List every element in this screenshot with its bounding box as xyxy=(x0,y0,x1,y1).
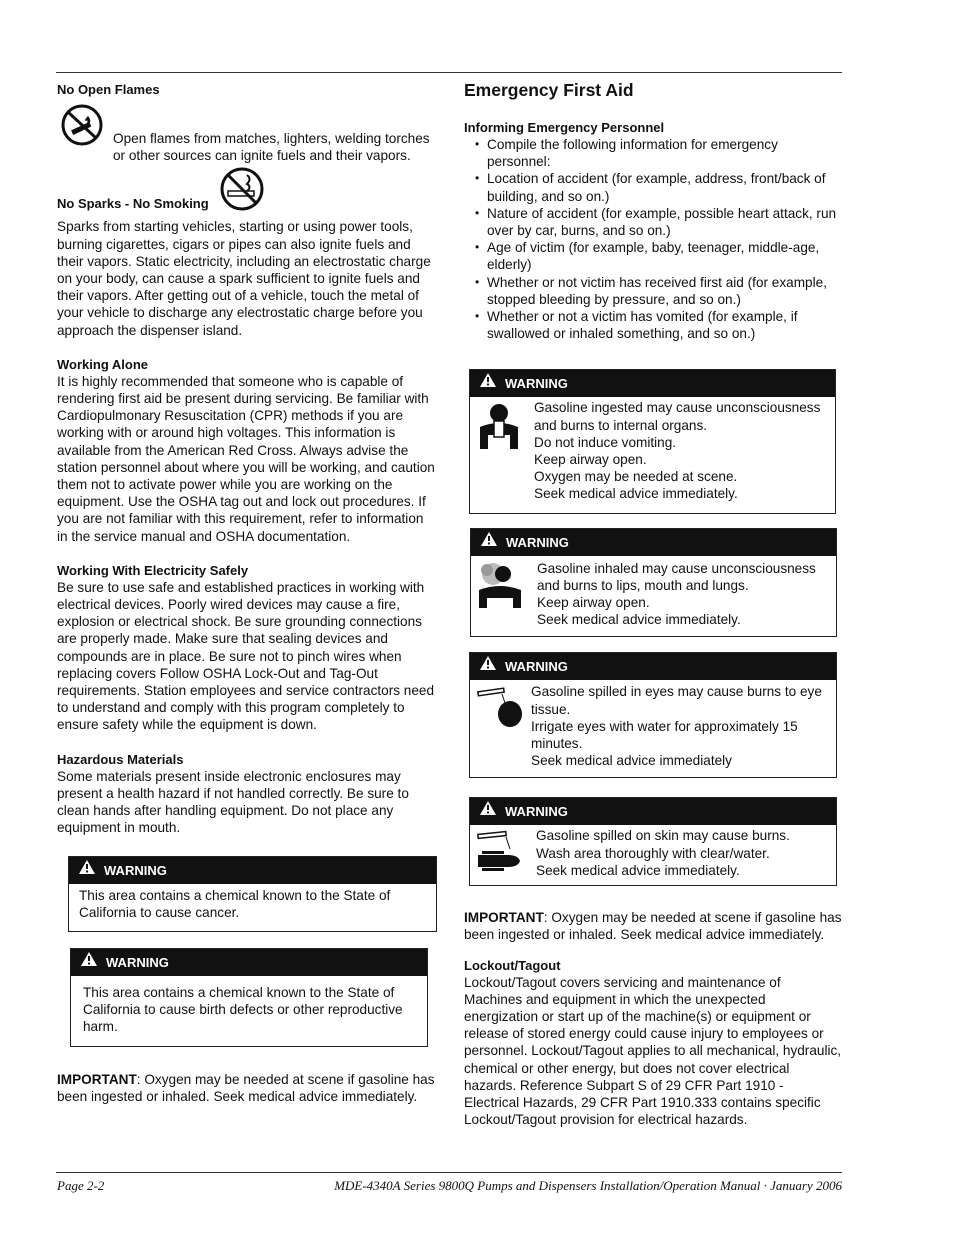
warning-line: Seek medical advice immediately. xyxy=(534,486,738,502)
eye-splash-warning-text xyxy=(528,680,836,777)
warning-line: Gasoline spilled on skin may cause burns. xyxy=(536,828,790,844)
warning-line: Oxygen may be needed at scene. xyxy=(534,469,738,485)
electricity-text: Be sure to use safe and established practices in working with electrical devices. Poorly wired devices may cause a fire, explosion or electrical shock. Be sure grounding connections are properly made. Make sure that sealing devices and compounds are in place. Be sure not to pinch wires when replacing covers Follow OSHA Lock-Out and Tag-Out requirements. Station employees and service contractors need to understand and comply with this program completely to ensure safety while the equipment is down. xyxy=(57,579,435,733)
hazardous-heading: Hazardous Materials xyxy=(57,751,184,767)
inhalation-icon xyxy=(471,556,529,610)
warning-header xyxy=(71,949,427,976)
important-label: IMPORTANT xyxy=(464,910,544,926)
eye-splash-warning-box xyxy=(469,652,837,778)
no-sparks-text: Sparks from starting vehicles, starting or using power tools, burning cigarettes, cigars or pipes can also ignite fuels and their vapors. Static electricity, including an electrostatic charge on your body, can cause a spark sufficient to ignite fuels and their vapors. After getting out of a vehicle, touch the metal of your vehicle to discharge any electrostatic charge before you approach the dispenser island. xyxy=(57,219,431,338)
list-item: • Compile the following information for emergency personnel: xyxy=(464,136,842,170)
warning-line: Gasoline inhaled may cause unconsciousness and burns to lips, mouth and lungs. xyxy=(537,560,816,593)
top-rule xyxy=(56,72,842,73)
ingestion-icon xyxy=(470,397,528,451)
ingestion-warning-text xyxy=(528,397,835,512)
left-important-note xyxy=(57,1071,435,1105)
no-sparks-heading: No Sparks - No Smoking xyxy=(57,196,209,212)
birth-defects-warning-box xyxy=(70,948,428,1047)
important-text: : Oxygen may be needed at scene if gasoline has been ingested or inhaled. Seek medical advice immediately. xyxy=(464,910,842,943)
warning-triangle-icon xyxy=(480,529,498,556)
important-text: : Oxygen may be needed at scene if gasoline has been ingested or inhaled. Seek medical advice immediately. xyxy=(57,1071,435,1104)
page-number: Page 2-2 xyxy=(57,1178,105,1193)
warning-line: Gasoline spilled in eyes may cause burns to eye tissue. xyxy=(531,684,822,717)
no-sparks-heading-row xyxy=(57,167,435,216)
warning-line: Seek medical advice immediately. xyxy=(536,862,740,878)
warning-line: Gasoline ingested may cause unconsciousness and burns to internal organs. xyxy=(534,400,821,433)
manual-title: MDE-4340A Series 9800Q Pumps and Dispensers Installation/Operation Manual · January 2006 xyxy=(334,1178,842,1193)
no-open-flames-section xyxy=(57,104,435,164)
eye-splash-icon xyxy=(470,680,528,728)
working-alone-text: It is highly recommended that someone who is capable of rendering first aid be present during servicing. Be familiar with Cardiopulmonary Resuscitation (CPR) methods if you are working with or around high voltages. This information is available from the American Red Cross. Always advise the station personnel about where you will be working, and caution them not to activate power while you are working on the equipment. Use the OSHA tag out and lock out procedures. If you are not familiar with this requirement, refer to information in the service manual and OSHA documentation. xyxy=(57,373,435,544)
list-item: • Location of accident (for example, address, front/back of building, and so on.) xyxy=(464,170,842,204)
skin-splash-warning-text xyxy=(528,825,798,885)
skin-splash-warning-box xyxy=(469,797,837,886)
list-item: • Age of victim (for example, baby, teenager, middle-age, elderly) xyxy=(464,239,842,273)
footer-rule xyxy=(56,1172,842,1173)
cancer-warning-text: This area contains a chemical known to the State of California to cause cancer. xyxy=(79,887,391,920)
warning-line: Seek medical advice immediately xyxy=(531,753,732,769)
working-alone-heading: Working Alone xyxy=(57,356,148,372)
warning-label: WARNING xyxy=(106,954,169,970)
lockout-text: Lockout/Tagout covers servicing and maintenance of Machines and equipment in which the unexpected energization or start up of the machine(s) or equipment or release of stored energy could cause injury to employees or personnel. Lockout/Tagout applies to all mechanical, hydraulic, chemical or other energy, but does not cover electrical hazards. Reference Subpart S of 29 CFR Part 1910 - Electrical Hazards, 29 CFR Part 1910.333 contains specific Lockout/Tagout provision for electrical hazards. xyxy=(464,974,842,1128)
warning-header xyxy=(470,653,836,680)
no-open-flames-text: Open flames from matches, lighters, welding torches or other sources can ignite fuels and their vapors. xyxy=(113,131,430,164)
warning-line: Irrigate eyes with water for approximately 15 minutes. xyxy=(531,718,798,752)
list-item: • Whether or not victim has received first aid (for example, stopped bleeding by pressure, and so on.) xyxy=(464,274,842,308)
birth-defects-warning-text: This area contains a chemical known to the State of California to cause birth defects or other reproductive harm. xyxy=(83,984,403,1035)
warning-line: Seek medical advice immediately. xyxy=(537,612,741,628)
warning-header xyxy=(470,370,835,397)
warning-label: WARNING xyxy=(505,376,568,392)
warning-line: Keep airway open. xyxy=(537,595,650,611)
warning-line: Wash area thoroughly with clear/water. xyxy=(536,845,770,861)
warning-line: Keep airway open. xyxy=(534,452,647,468)
right-column xyxy=(464,80,842,1128)
warning-header xyxy=(470,798,836,825)
informing-list xyxy=(464,136,842,342)
list-item: • Whether or not a victim has vomited (for example, if swallowed or inhaled something, and so on.) xyxy=(464,308,842,342)
ingestion-warning-box xyxy=(469,369,836,513)
warning-header xyxy=(471,529,836,556)
inhalation-warning-box xyxy=(470,528,837,638)
no-open-flames-heading: No Open Flames xyxy=(57,82,160,97)
emergency-first-aid-heading: Emergency First Aid xyxy=(464,80,634,100)
important-label: IMPORTANT xyxy=(57,1071,137,1087)
warning-triangle-icon xyxy=(479,798,497,825)
warning-label: WARNING xyxy=(506,534,569,550)
left-column xyxy=(57,80,435,1105)
warning-label: WARNING xyxy=(505,659,568,675)
warning-label: WARNING xyxy=(104,862,167,878)
lockout-heading: Lockout/Tagout xyxy=(464,957,561,973)
list-item: • Nature of accident (for example, possible heart attack, run over by car, burns, and so on.) xyxy=(464,205,842,239)
hazardous-text: Some materials present inside electronic enclosures may present a health hazard if not handled correctly. Be sure to clean hands after handling equipment. Do not place any equipment in mouth. xyxy=(57,768,409,836)
cancer-warning-box xyxy=(68,856,437,932)
skin-splash-icon xyxy=(470,825,528,873)
warning-triangle-icon xyxy=(479,370,497,397)
warning-triangle-icon xyxy=(479,653,497,680)
warning-line: Do not induce vomiting. xyxy=(534,434,677,450)
no-smoking-icon xyxy=(219,167,265,216)
electricity-heading: Working With Electricity Safely xyxy=(57,562,249,578)
informing-heading: Informing Emergency Personnel xyxy=(464,120,665,135)
right-important-note xyxy=(464,909,842,943)
warning-label: WARNING xyxy=(505,804,568,820)
no-open-flames-icon xyxy=(57,104,107,151)
inhalation-warning-text xyxy=(529,556,836,637)
warning-triangle-icon xyxy=(78,857,96,884)
warning-header xyxy=(69,857,436,884)
warning-triangle-icon xyxy=(80,949,98,976)
